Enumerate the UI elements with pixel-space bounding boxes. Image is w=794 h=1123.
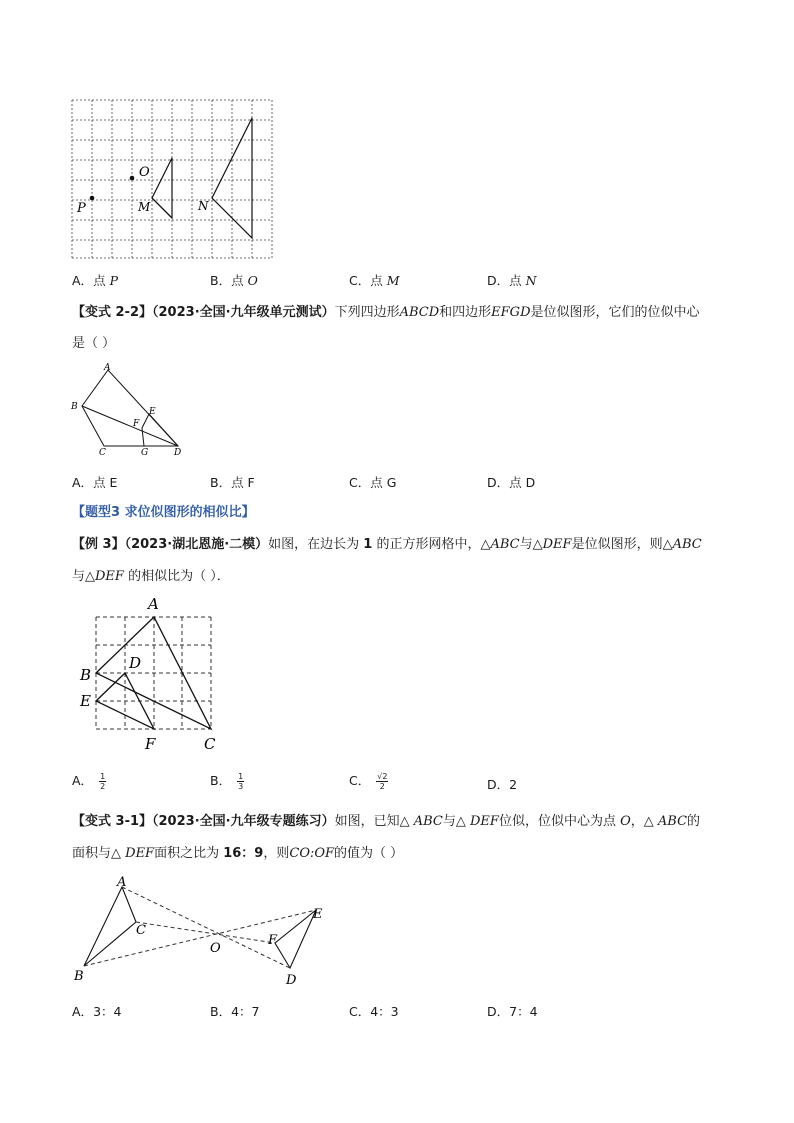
ex3-label-D: D: [129, 654, 142, 672]
q2-source: （2023·全国·九年级单元测试）: [152, 305, 335, 320]
q31-label-O: O: [210, 941, 221, 956]
grid-figure-1: [70, 98, 275, 260]
q2-option-d[interactable]: D．点 D: [487, 475, 536, 490]
q31-label-D: D: [286, 973, 297, 988]
ex3-label-F: F: [145, 735, 156, 753]
ex3-option-c-fraction: $\frac{√2}{2}$: [377, 772, 388, 791]
q2-option-c[interactable]: C．点 G: [349, 475, 397, 490]
ex3-label-A: A: [148, 595, 159, 613]
label-O: O: [139, 165, 150, 180]
q2-label-B: B: [71, 402, 78, 412]
option-a-value: P: [109, 273, 118, 288]
grid-figure-3: [74, 592, 224, 756]
q31-stem-line1: 【变式 3-1】（2023·全国·九年级专题练习）如图，已知△ ABC与△ DEF位似，位似中心为点 O，△ ABC的: [72, 814, 701, 829]
label-M: M: [138, 200, 151, 214]
q31-label-E: E: [313, 907, 323, 922]
q2-option-b[interactable]: B．点 F: [210, 475, 255, 490]
label-P: P: [77, 201, 86, 216]
label-N: N: [198, 199, 209, 213]
q31-tag: 【变式 3-1】: [72, 814, 153, 829]
ex3-label-E: E: [80, 692, 91, 710]
q2-label-D: D: [174, 448, 182, 458]
q2-option-a[interactable]: A．点 E: [72, 475, 118, 490]
q31-source: （2023·全国·九年级专题练习）: [152, 814, 335, 829]
q31-label-C: C: [136, 923, 146, 938]
q31-label-F: F: [268, 933, 278, 948]
option-d-prefix: 点: [509, 273, 522, 288]
q31-label-A: A: [117, 875, 127, 890]
ex3-option-c[interactable]: C． $\frac{√2}{2}$: [349, 772, 388, 791]
section-title: 【题型3 求位似图形的相似比】: [72, 505, 255, 520]
q2-label-C: C: [99, 448, 106, 458]
ex3-option-a[interactable]: A． $\frac{1}{2}$: [72, 772, 106, 791]
q2-label-A: A: [104, 363, 111, 373]
q31-option-b[interactable]: B．4：7: [210, 1004, 260, 1019]
q31-option-d[interactable]: D．7：4: [487, 1004, 538, 1019]
option-a[interactable]: A．点 P: [72, 273, 118, 288]
option-c[interactable]: C．点 M: [349, 273, 400, 288]
option-b[interactable]: B．点 O: [210, 273, 258, 288]
ex3-option-a-fraction: $\frac{1}{2}$: [100, 772, 106, 791]
option-c-value: M: [386, 273, 400, 288]
ex3-stem-line2: 与△DEF 的相似比为（ ）．: [72, 569, 230, 584]
homothety-figure-4: [70, 874, 335, 989]
q31-label-B: B: [74, 969, 84, 984]
q31-option-c[interactable]: C．4：3: [349, 1004, 399, 1019]
option-b-value: O: [247, 273, 258, 288]
ex3-option-b-fraction: $\frac{1}{3}$: [238, 772, 244, 791]
q2-tag: 【变式 2-2】: [72, 305, 153, 320]
q2-label-E: E: [149, 407, 156, 417]
ex3-source: （2023·湖北恩施·二模）: [124, 537, 269, 552]
ex3-option-d[interactable]: D．2: [487, 777, 518, 792]
ex3-label-B: B: [80, 666, 92, 684]
option-d[interactable]: D．点 N: [487, 273, 537, 288]
ex3-option-b[interactable]: B． $\frac{1}{3}$: [210, 772, 244, 791]
option-a-prefix: 点: [93, 273, 106, 288]
q2-label-F: F: [133, 419, 140, 429]
quad-figure-2: [66, 362, 196, 458]
ex3-stem-line1: 【例 3】（2023·湖北恩施·二模）如图，在边长为 1 的正方形网格中，△ABC与△DEF是位似图形，则△ABC: [72, 537, 702, 552]
q2-stem-line2: 是（ ）: [72, 336, 116, 351]
option-b-prefix: 点: [231, 273, 244, 288]
q2-label-G: G: [141, 448, 149, 458]
q2-stem-line1: 【变式 2-2】（2023·全国·九年级单元测试）下列四边形ABCD和四边形EFGD是位似图形，它们的位似中心: [72, 305, 700, 320]
ex3-tag: 【例 3】: [72, 537, 125, 552]
q31-option-a[interactable]: A．3：4: [72, 1004, 122, 1019]
option-c-prefix: 点: [370, 273, 383, 288]
ex3-label-C: C: [204, 735, 216, 753]
option-d-value: N: [525, 273, 537, 288]
q31-stem-line2: 面积与△ DEF面积之比为 16：9，则CO:OF的值为（ ）: [72, 846, 404, 861]
